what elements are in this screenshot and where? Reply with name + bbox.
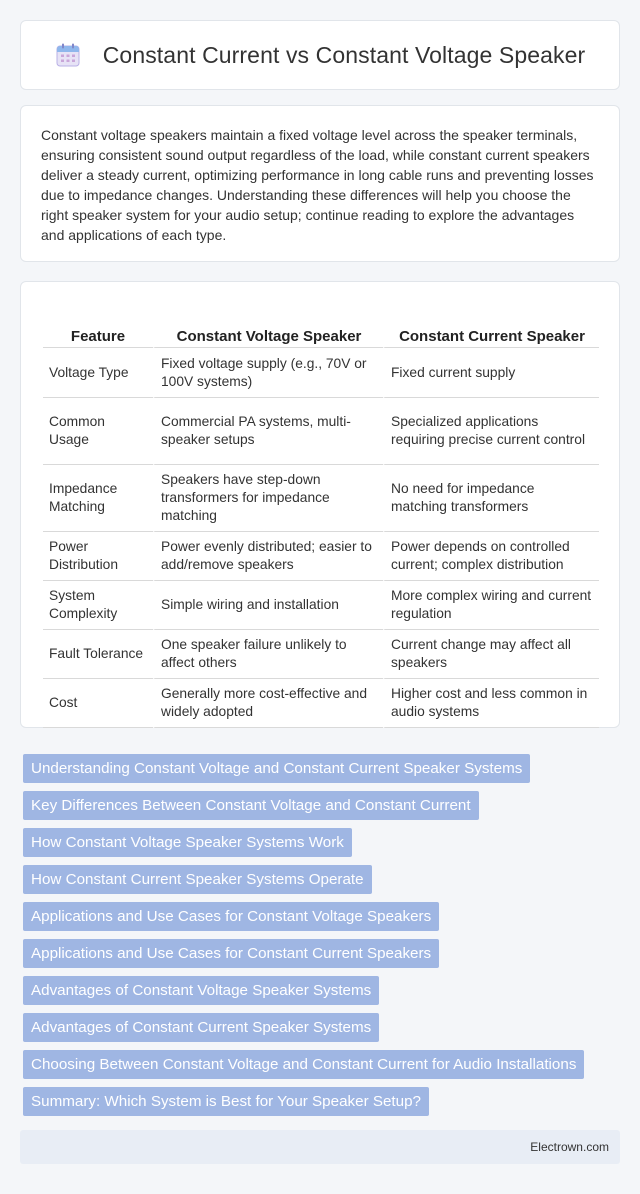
intro-paragraph: Constant voltage speakers maintain a fixed voltage level across the speaker terminals, ensuring consistent sound output regardless of the load, while constant current speakers deliver a steady current, optimizing performance in long cable runs and preventing losses due to impedance changes. Understanding these differences will help you choose the right speaker system for your audio setup; continue reading to explore the advantages and applications of each type. — [41, 127, 594, 243]
table-cell-feature: Impedance Matching — [43, 465, 153, 532]
table-cell-voltage: Generally more cost-effective and widely adopted — [153, 679, 383, 728]
calendar-icon — [55, 42, 81, 68]
table-cell-feature: System Complexity — [43, 581, 153, 630]
column-header-constant-current: Constant Current Speaker — [383, 302, 599, 348]
page-title: Constant Current vs Constant Voltage Speaker — [102, 41, 586, 68]
topic-link[interactable]: Choosing Between Constant Voltage and Constant Current for Audio Installations — [23, 1050, 584, 1079]
table-cell-current: More complex wiring and current regulation — [383, 581, 599, 630]
table-row — [43, 679, 599, 728]
table-cell-voltage: Fixed voltage supply (e.g., 70V or 100V systems) — [153, 348, 383, 398]
comparison-table — [43, 302, 599, 728]
table-header-row — [43, 302, 599, 348]
table-cell-feature: Voltage Type — [43, 348, 153, 398]
intro-card — [20, 105, 620, 262]
table-cell-feature: Cost — [43, 679, 153, 728]
topic-link[interactable]: How Constant Current Speaker Systems Operate — [23, 865, 372, 894]
topic-link[interactable]: Summary: Which System is Best for Your Speaker Setup? — [23, 1087, 429, 1116]
topic-link[interactable]: Key Differences Between Constant Voltage and Constant Current — [23, 791, 479, 820]
topic-links — [23, 754, 623, 1124]
topic-link[interactable]: How Constant Voltage Speaker Systems Work — [23, 828, 352, 857]
table-row — [43, 465, 599, 532]
column-header-feature: Feature — [43, 302, 153, 348]
table-cell-voltage: Simple wiring and installation — [153, 581, 383, 630]
table-cell-feature: Fault Tolerance — [43, 630, 153, 679]
topic-link[interactable]: Advantages of Constant Voltage Speaker Systems — [23, 976, 379, 1005]
topic-link[interactable]: Understanding Constant Voltage and Constant Current Speaker Systems — [23, 754, 530, 783]
table-cell-feature: Common Usage — [43, 398, 153, 465]
table-row — [43, 348, 599, 398]
column-header-constant-voltage: Constant Voltage Speaker — [153, 302, 383, 348]
footer-site-name: Electrown.com — [530, 1140, 609, 1154]
table-cell-voltage: Speakers have step-down transformers for impedance matching — [153, 465, 383, 532]
topic-link[interactable]: Applications and Use Cases for Constant Voltage Speakers — [23, 902, 439, 931]
table-cell-voltage: One speaker failure unlikely to affect others — [153, 630, 383, 679]
topic-link[interactable]: Applications and Use Cases for Constant Current Speakers — [23, 939, 439, 968]
comparison-table-card — [20, 281, 620, 728]
table-cell-current: Higher cost and less common in audio systems — [383, 679, 599, 728]
table-row — [43, 581, 599, 630]
footer — [20, 1130, 620, 1164]
title-wrap — [55, 42, 586, 69]
table-cell-voltage: Commercial PA systems, multi-speaker setups — [153, 398, 383, 465]
table-cell-current: Power depends on controlled current; complex distribution — [383, 532, 599, 581]
table-row — [43, 630, 599, 679]
table-cell-current: No need for impedance matching transformers — [383, 465, 599, 532]
header-card — [20, 20, 620, 90]
table-row — [43, 398, 599, 465]
table-cell-current: Current change may affect all speakers — [383, 630, 599, 679]
table-cell-voltage: Power evenly distributed; easier to add/remove speakers — [153, 532, 383, 581]
table-cell-feature: Power Distribution — [43, 532, 153, 581]
table-cell-current: Specialized applications requiring precise current control — [383, 398, 599, 465]
table-row — [43, 532, 599, 581]
topic-link[interactable]: Advantages of Constant Current Speaker Systems — [23, 1013, 379, 1042]
table-cell-current: Fixed current supply — [383, 348, 599, 398]
